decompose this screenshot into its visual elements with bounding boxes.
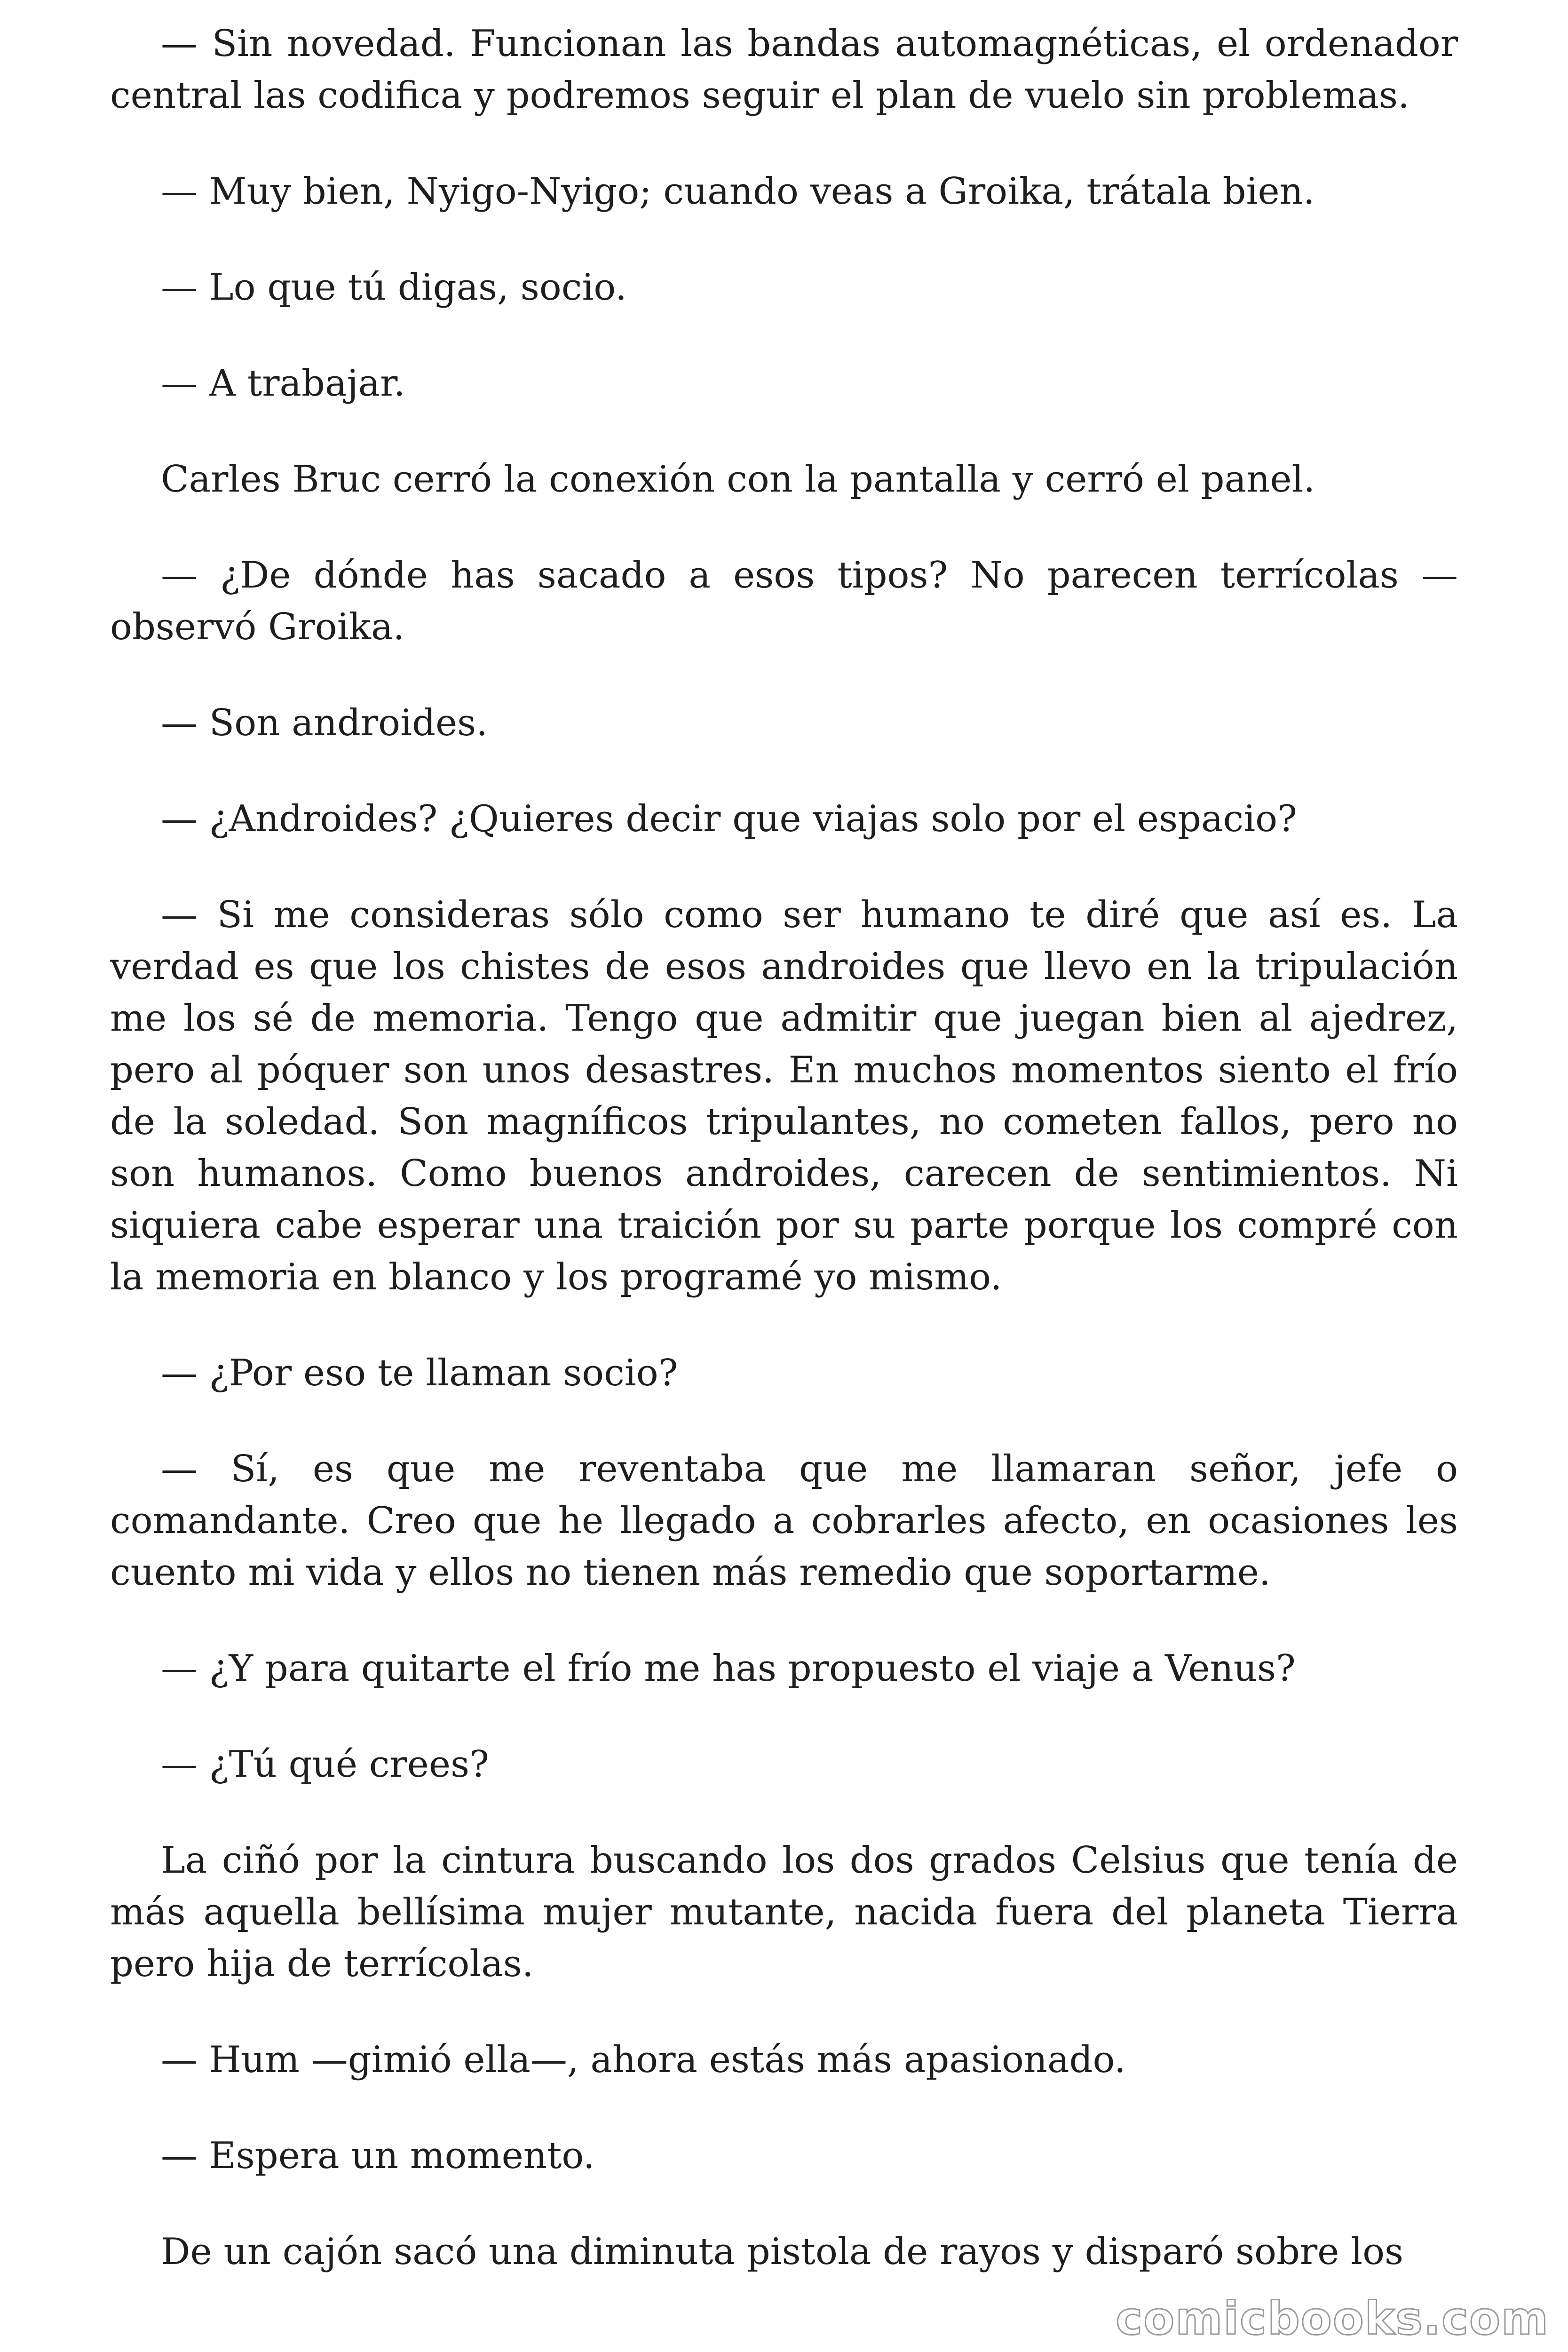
paragraph-14: La ciñó por la cintura buscando los dos grados Celsius que tenía de más aquella bellísima mujer mutante, nacida fuera del planeta Tierra pero hija de terrícolas. — [110, 1839, 1458, 1985]
paragraph-7: — Son androides. — [161, 702, 488, 744]
watermark-text: comicbooks.com — [1116, 2292, 1549, 2345]
page-body — [110, 0, 1458, 2352]
paragraph-12: — ¿Y para quitarte el frío me has propuesto el viaje a Venus? — [161, 1647, 1296, 1690]
paragraph-15: — Hum —gimió ella—, ahora estás más apasionado. — [161, 2039, 1126, 2081]
paragraph-11: — Sí, es que me reventaba que me llamaran señor, jefe o comandante. Creo que he llegado a cobrarles afecto, en ocasiones les cuento mi vida y ellos no tienen más remedio que soportarme. — [110, 1448, 1458, 1594]
paragraph-4: — A trabajar. — [161, 362, 405, 405]
paragraph-16: — Espera un momento. — [161, 2135, 595, 2177]
paragraph-6: — ¿De dónde has sacado a esos tipos? No parecen terrícolas —observó Groika. — [110, 554, 1458, 648]
paragraph-1: — Sin novedad. Funcionan las bandas automagnéticas, el ordenador central las codifica y podremos seguir el plan de vuelo sin problemas. — [110, 23, 1458, 117]
paragraph-5: Carles Bruc cerró la conexión con la pantalla y cerró el panel. — [161, 458, 1315, 501]
paragraph-13: — ¿Tú qué crees? — [161, 1743, 489, 1786]
paragraph-3: — Lo que tú digas, socio. — [161, 266, 627, 309]
paragraph-2: — Muy bien, Nyigo-Nyigo; cuando veas a Groika, trátala bien. — [161, 170, 1315, 213]
paragraph-17: De un cajón sacó una diminuta pistola de rayos y disparó sobre los — [161, 2231, 1404, 2273]
paragraph-8: — ¿Androides? ¿Quieres decir que viajas solo por el espacio? — [161, 798, 1297, 840]
paragraph-9: — Si me consideras sólo como ser humano te diré que así es. La verdad es que los chistes de esos androides que llevo en la tripulación me los sé de memoria. Tengo que admitir que juegan bien al ajedrez, pero al póquer son unos desastres. En muchos momentos siento el frío de la soledad. Son magníficos tripulantes, no cometen fallos, pero no son humanos. Como buenos androides, carecen de sentimientos. Ni siquiera cabe esperar una traición por su parte porque los compré con la memoria en blanco y los programé yo mismo. — [110, 894, 1458, 1298]
paragraph-10: — ¿Por eso te llaman socio? — [161, 1352, 678, 1394]
